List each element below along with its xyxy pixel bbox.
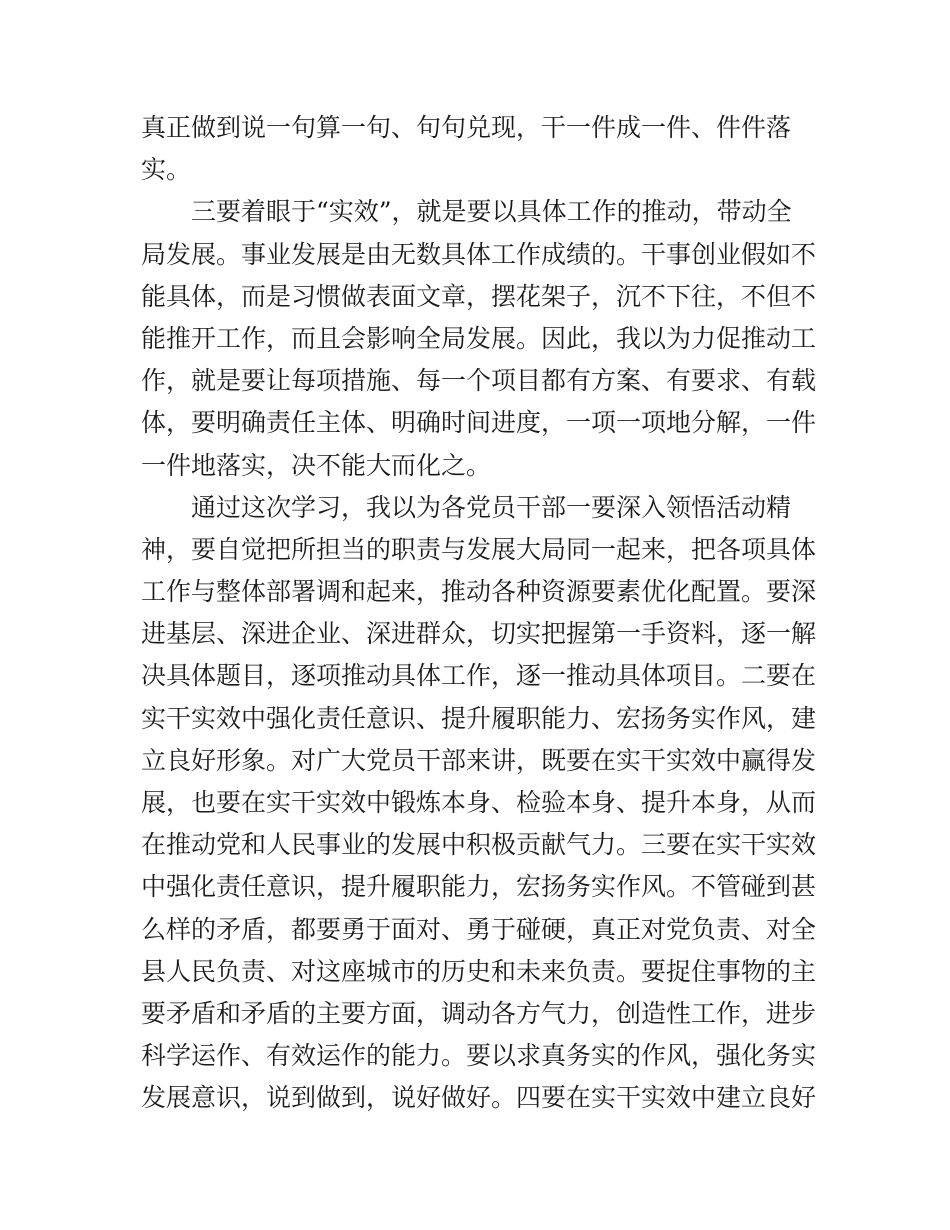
text-line: 发展意识，说到做到，说好做好。四要在实干实效中建立良好 [141,1083,817,1113]
text-line: 局发展。事业发展是由无数具体工作成绩的。干事创业假如不 [141,239,817,269]
text-line: 在推动党和人民事业的发展中积极贡献气力。三要在实干实效 [141,830,817,860]
text-line: 实干实效中强化责任意识、提升履职能力、宏扬务实作风，建 [141,703,817,733]
text-line: 决具体题目，逐项推动具体工作，逐一推动具体项目。二要在 [141,661,817,691]
text-line: 一件地落实，决不能大而化之。 [141,450,492,480]
text-line: 中强化责任意识，提升履职能力，宏扬务实作风。不管碰到甚 [141,872,817,902]
text-line: 能推开工作，而且会影响全局发展。因此，我以为力促推动工 [141,323,817,353]
text-line: 能具体，而是习惯做表面文章，摆花架子，沉不下往，不但不 [141,281,817,311]
text-line: 进基层、深进企业、深进群众，切实把握第一手资料，逐一解 [141,619,817,649]
text-line: 真正做到说一句算一句、句句兑现，干一件成一件、件件落 [141,113,792,142]
text-line: 要矛盾和矛盾的主要方面，调动各方气力，创造性工作，进步 [141,998,817,1028]
document-body [141,107,821,1120]
text-line: 科学运作、有效运作的能力。要以求真务实的作风，强化务实 [141,1041,817,1071]
text-line: 展，也要在实干实效中锻炼本身、检验本身、提升本身，从而 [141,788,817,817]
text-line: 体，要明确责任主体、明确时间进度，一项一项地分解，一件 [141,408,817,438]
paragraph-start-line: 三要着眼于“实效”，就是要以具体工作的推动，带动全 [191,197,792,227]
text-line: 实。 [141,155,192,185]
paragraph-start-line: 通过这次学习，我以为各党员干部一要深入领悟活动精 [191,492,792,522]
text-line: 县人民负责、对这座城市的历史和未来负责。要捉住事物的主 [141,956,817,986]
text-line: 神，要自觉把所担当的职责与发展大局同一起来，把各项具体 [141,534,817,564]
text-line: 立良好形象。对广大党员干部来讲，既要在实干实效中赢得发 [141,745,817,775]
text-line: 工作与整体部署调和起来，推动各种资源要素优化配置。要深 [141,577,817,607]
text-line: 作，就是要让每项措施、每一个项目都有方案、有要求、有载 [141,366,817,396]
text-line: 么样的矛盾，都要勇于面对、勇于碰硬，真正对党负责、对全 [141,914,817,944]
